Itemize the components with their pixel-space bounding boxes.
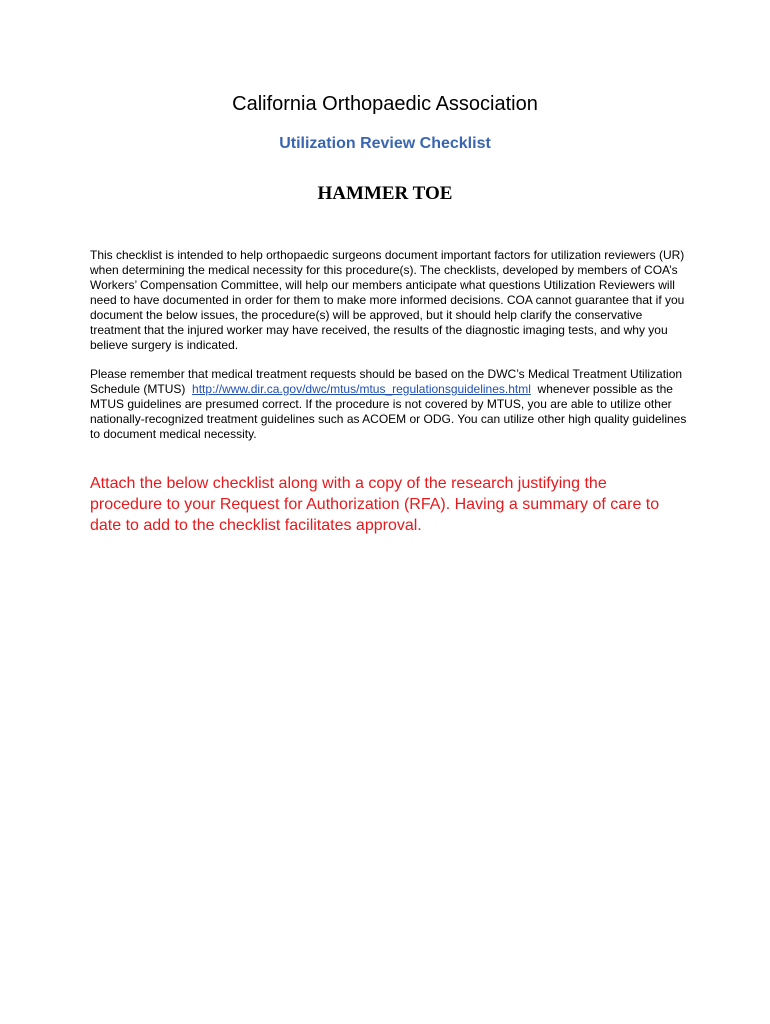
organization-title: California Orthopaedic Association: [232, 93, 538, 115]
mtus-text-before: Please remember that medical treatment requests should be based on the DWC’s Medical Treatment Utilization Schedule (MTUS): [90, 367, 683, 396]
intro-paragraph: This checklist is intended to help orthopaedic surgeons document important factors for utilization reviewers (UR) when determining the medical necessity for this procedure(s). The checklists, developed by members of COA’s Workers’ Compensation Committee, will help our members anticipate what questions Utilization Reviewers will need to have documented in order for them to make more informed decisions. COA cannot guarantee that if you document the below issues, the procedure(s) will be approved, but it should help clarify the conservative treatment that the injured worker may have received, the results of the diagnostic imaging tests, and why you believe surgery is indicated.: [90, 248, 685, 352]
procedure-title: HAMMER TOE: [317, 183, 453, 204]
mtus-text-after: whenever possible as the MTUS guidelines are presumed correct. If the procedure is not covered by MTUS, you are able to utilize other nationally-recognized treatment guidelines such as ACOEM or ODG. You can utilize other high quality guidelines to document medical necessity.: [90, 382, 687, 441]
attachment-notice: Attach the below checklist along with a copy of the research justifying the procedure to your Request for Authorization (RFA). Having a summary of care to date to add to the checklist facilitates approval.: [90, 475, 660, 534]
checklist-subtitle: Utilization Review Checklist: [279, 135, 491, 152]
mtus-guidelines-link[interactable]: http://www.dir.ca.gov/dwc/mtus/mtus_regulationsguidelines.html: [192, 382, 531, 396]
mtus-paragraph: [90, 367, 690, 442]
